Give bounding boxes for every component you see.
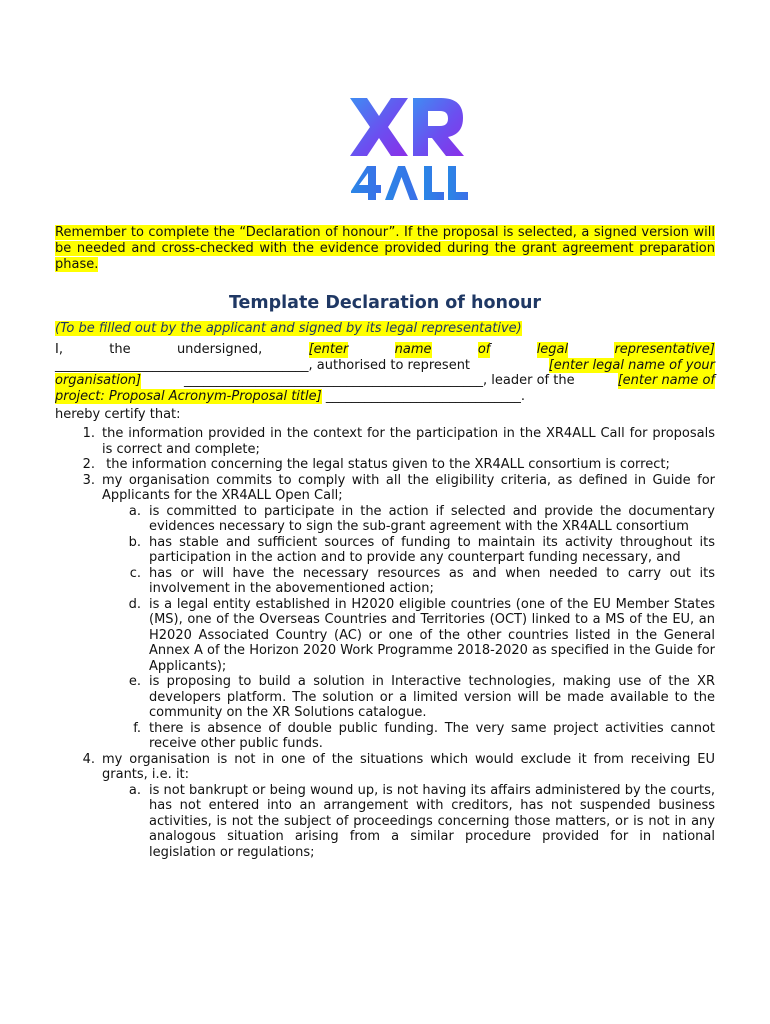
identity-line-1: I, the undersigned, [enter name of legal representative] xyxy=(55,342,715,357)
xr4all-logo xyxy=(345,90,470,206)
list-subitem: e. is proposing to build a solution in Interactive technologies, making use of the XR developers platform. The solution or a limited version will be made available to the community on the XR Solutions catalogue. xyxy=(128,674,715,720)
placeholder-organisation: [enter legal name of your xyxy=(548,357,715,373)
list-subitem: a. is not bankrupt or being wound up, is not having its affairs administered by the courts, has not entered into an arrangement with creditors, has not suspended business activities, is not the subject of proceedings concerning those matters, or is not in any analogous situation arising from a similar procedure provided for in national legislation or regulations; xyxy=(128,782,715,860)
identity-line-3: organisation] ______________________________________________, leader of the [enter name of xyxy=(55,373,715,388)
list-subitem: b. has stable and sufficient sources of funding to maintain its activity throughout its participation in the action and to provide any counterpart funding necessary, and xyxy=(128,534,715,565)
subtitle-instruction: (To be filled out by the applicant and signed by its legal representative) xyxy=(55,321,522,336)
completion-notice: Remember to complete the “Declaration of honour”. If the proposal is selected, a signed version will be needed and cross-checked with the evidence provided during the grant agreement preparation phase. xyxy=(55,225,715,272)
page-title: Template Declaration of honour xyxy=(228,293,542,313)
identity-statement xyxy=(55,342,715,404)
list-subitem: f. there is absence of double public funding. The very same project activities cannot receive other public funds. xyxy=(133,720,715,751)
list-subitem: c. has or will have the necessary resources as and when needed to carry out its involvement in the abovementioned action; xyxy=(129,565,715,596)
list-item: 4. my organisation is not in one of the situations which would exclude it from receiving EU grants, i.e. it: xyxy=(82,751,715,782)
identity-line-2: _______________________________________, authorised to represent [enter legal name of your xyxy=(55,357,715,373)
certify-intro: hereby certify that: xyxy=(55,407,181,422)
placeholder-project: [enter name of xyxy=(617,373,715,388)
list-item: 1. the information provided in the context for the participation in the XR4ALL Call for proposals is correct and complete; xyxy=(82,426,715,457)
list-subitem: a. is committed to participate in the action if selected and provide the documentary evidences necessary to sign the sub-grant agreement with the XR4ALL consortium xyxy=(128,503,715,534)
list-item: 2. the information concerning the legal status given to the XR4ALL consortium is correct; xyxy=(82,457,670,472)
list-subitem: d. is a legal entity established in H2020 eligible countries (one of the EU Member States (MS), one of the Overseas Countries and Territories (OCT) linked to a MS of the EU, an H2020 Associated Country (AC) or one of the other countries listed in the General Annex A of the Horizon 2020 Work Programme 2018-2020 as specified in the Guide for Applicants); xyxy=(128,596,715,674)
placeholder-legal-representative: [enter xyxy=(308,342,349,357)
list-item: 3. my organisation commits to comply with all the eligibility criteria, as defined in Guide for Applicants for the XR4ALL Open Call; xyxy=(82,472,715,503)
certification-list xyxy=(55,426,715,860)
identity-line-4: project: Proposal Acronym-Proposal title] ______________________________. xyxy=(55,388,525,404)
